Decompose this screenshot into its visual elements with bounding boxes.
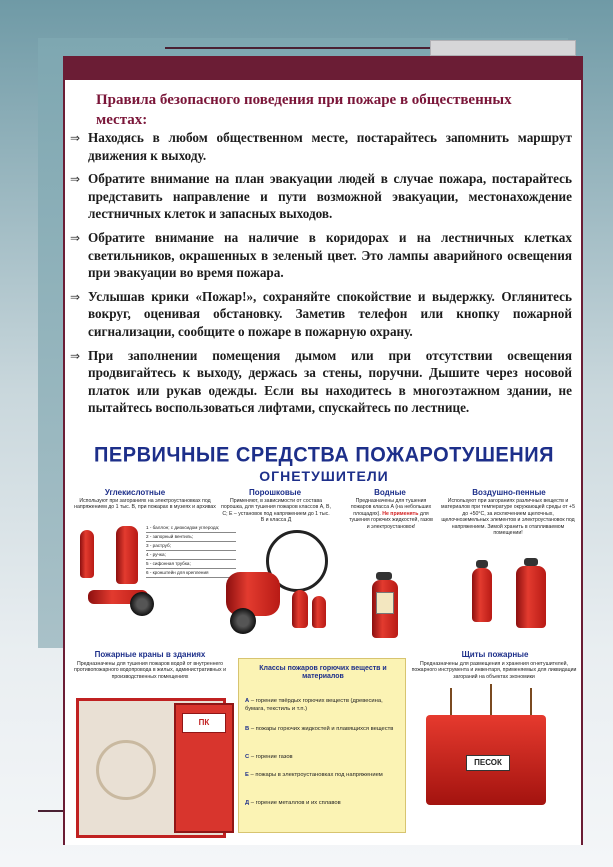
foam-extinguisher-small (472, 568, 492, 622)
powder-title: Порошковые (248, 488, 302, 497)
fire-classes-box (238, 658, 406, 833)
arrow-right-icon: ⇒ (70, 230, 81, 245)
co2-parts-list: 1 - баллон; с диоксидом углерода; 2 - запорный вентиль; 3 - раструб; 4 - ручка; 5 - сифонная трубка; 6 - кронштейн для крепления (146, 524, 236, 578)
fire-class-row: А – горение твёрдых горючих веществ (древесина, бумага, текстиль и т.п.) (245, 698, 383, 713)
powder-cart-wheel-icon (230, 608, 256, 634)
cart-wheel-icon (130, 592, 154, 616)
foam-extinguisher-head-2 (524, 558, 538, 566)
water-extinguisher-label (376, 592, 394, 614)
fire-classes-title: Классы пожаров горючих веществ и материалов (259, 665, 387, 680)
powder-desc: Применяют, в зависимости от состава порошка, для тушения пожаров классов A, B, C; E – установок под напряжением до 1 тыс. В и класса Д (221, 498, 331, 524)
rule-item: ⇒ Обратите внимание на план эвакуации людей в случае пожара, постарайтесь представить направление и пути возможной эвакуации, местонахождение лестничных клеток и запасных выходов. (70, 171, 572, 222)
hydrant-hose-coil (96, 740, 156, 800)
rule-item: ⇒ Находясь в любом общественном месте, постарайтесь запомнить маршрут движения к выходу. (70, 130, 572, 163)
fire-class-row: С – горение газов (245, 754, 293, 760)
water-extinguisher-head (376, 572, 392, 580)
rule-item: ⇒ Обратите внимание на наличие в коридорах и на лестничных клетках светильников, окрашенных в зеленый цвет. Это лампы аварийного освещения при эвакуации во время пожара. (70, 229, 572, 281)
hydrants-title: Пожарные краны в зданиях (94, 650, 206, 659)
co2-extinguisher-small (80, 530, 94, 578)
shields-title: Щиты пожарные (461, 650, 529, 659)
rules-list (70, 129, 572, 423)
co2-title: Углекислотные (104, 488, 166, 497)
header-light-block (430, 40, 576, 56)
rule-item: ⇒ Услышав крики «Пожар!», сохраняйте спокойствие и выдержку. Оглянитесь вокруг, оценивая обстановку. Заметив телефон или кнопку пожарной сигнализации, сообщите о пожаре в пожарную охрану. (70, 288, 572, 339)
hydrant-cabinet-label: ПК (182, 713, 226, 733)
rule-item: ⇒ При заполнении помещения дымом или при отсутствии освещения продвигайтесь к выходу, держась за стены, поручни. Дышите через носовой платок или рукав одежды. Если вы находитесь в многоэтажном здании, не пытайтесь воспользоваться лифтами, спускайтесь по лестнице. (70, 347, 572, 416)
fire-class-row: Д – горение металлов и их сплавов (245, 800, 341, 806)
co2-desc: Используют при загораниях на электроустановках под напряжением до 1 тыс. В, при пожарах в музеях и архивах (74, 498, 216, 511)
arrow-right-icon: ⇒ (70, 289, 81, 304)
header-bar (63, 56, 583, 80)
foam-desc: Используют при загораниях различных веществ и материалов при температуре окружающей среды от +5 до +50°С, за исключением щелочных, щелочноземельных элементов и электроустановок под напряжением. Зимой хранить в отапливаемом помещении! (441, 498, 575, 537)
poster-subtitle: ОГНЕТУШИТЕЛИ (259, 468, 389, 484)
rules-title: Правила безопасного поведения при пожаре в общественных местах: (96, 92, 512, 128)
foam-title: Воздушно-пенные (472, 488, 546, 497)
arrow-right-icon: ⇒ (70, 131, 81, 145)
shields-desc: Предназначены для размещения и хранения огнетушителей, пожарного инструмента и инвентаря, применяемых для ликвидации загораний на объектах экономики (411, 661, 577, 680)
powder-extinguisher-small-2 (312, 596, 326, 628)
fire-class-row: Е – пожары в электроустановках под напряжением (245, 772, 383, 778)
water-warning: Не применять (382, 510, 419, 517)
foam-extinguisher-large (516, 566, 546, 628)
fire-safety-poster (70, 440, 578, 840)
powder-extinguisher-large (226, 572, 280, 616)
poster-title: ПЕРВИЧНЫЕ СРЕДСТВА ПОЖАРОТУШЕНИЯ (94, 443, 554, 467)
fire-class-row: В – пожары горючих жидкостей и плавящихся веществ (245, 726, 394, 732)
arrow-right-icon: ⇒ (70, 348, 81, 363)
arrow-right-icon: ⇒ (70, 172, 81, 187)
co2-extinguisher-cutaway (116, 526, 138, 584)
water-desc: Предназначены для тушения пожаров класса А (на небольших площадях). Не применять для тушения горючих жидкостей, газов и электроустановок! (349, 498, 433, 530)
sand-box-label: ПЕСОК (466, 755, 510, 771)
water-title: Водные (374, 488, 406, 497)
foam-extinguisher-head (476, 560, 488, 568)
powder-extinguisher-small (292, 590, 308, 628)
hydrants-desc: Предназначены для тушения пожаров водой от внутреннего противопожарного водопровода в жилых, административных и производственных помещениях (74, 661, 226, 680)
